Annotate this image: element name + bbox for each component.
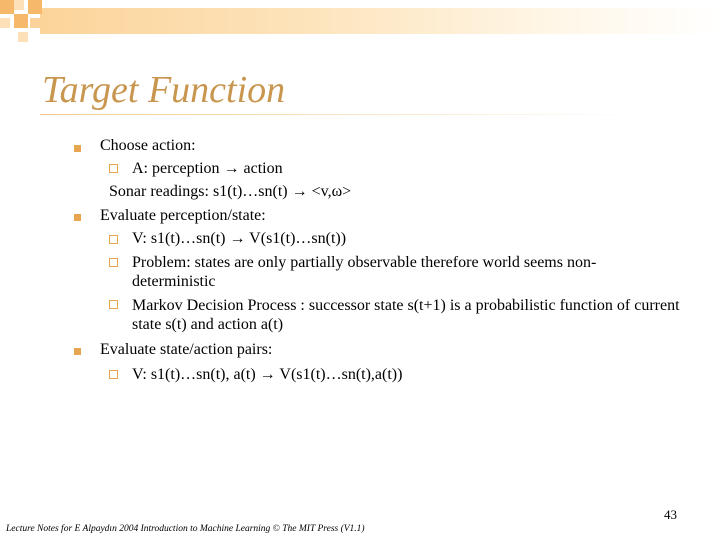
subitem-state-action-value: V: s1(t)…sn(t), a(t) → V(s1(t)…sn(t),a(t)) (132, 366, 403, 383)
hollow-square-bullet-icon (109, 300, 118, 309)
subitem-perception-action: A: perception → action (132, 160, 283, 177)
subitem-value-function: V: s1(t)…sn(t) → V(s1(t)…sn(t)) (132, 230, 347, 247)
hollow-square-bullet-icon (109, 235, 118, 244)
slide-title: Target Function (42, 69, 286, 111)
hollow-square-bullet-icon (109, 370, 118, 379)
subitem-partial-observability: Problem: states are only partially observable therefore world seems non-deterministic (132, 254, 597, 290)
hollow-square-bullet-icon (109, 258, 118, 267)
hollow-square-bullet-icon (109, 164, 118, 173)
bullet-item-choose-action: Choose action: (100, 137, 196, 154)
bullet-square-icon (74, 348, 81, 355)
footer-citation: Lecture Notes for E Alpaydın 2004 Introduction to Machine Learning © The MIT Press (V1.1) (6, 524, 365, 534)
continuation-sonar-readings: Sonar readings: s1(t)…sn(t) → <v,ω> (109, 183, 352, 200)
header-gradient-band (40, 8, 720, 34)
subitem-markov-decision-process: Markov Decision Process : successor state s(t+1) is a probabilistic function of current state s(t) and action a(t) (132, 297, 680, 333)
bullet-square-icon (74, 145, 81, 152)
title-underline (40, 114, 640, 115)
bullet-item-evaluate-state-action: Evaluate state/action pairs: (100, 341, 273, 358)
corner-squares-decoration (0, 0, 60, 50)
bullet-square-icon (74, 214, 81, 221)
page-number: 43 (664, 507, 677, 522)
bullet-item-evaluate-perception: Evaluate perception/state: (100, 207, 266, 224)
